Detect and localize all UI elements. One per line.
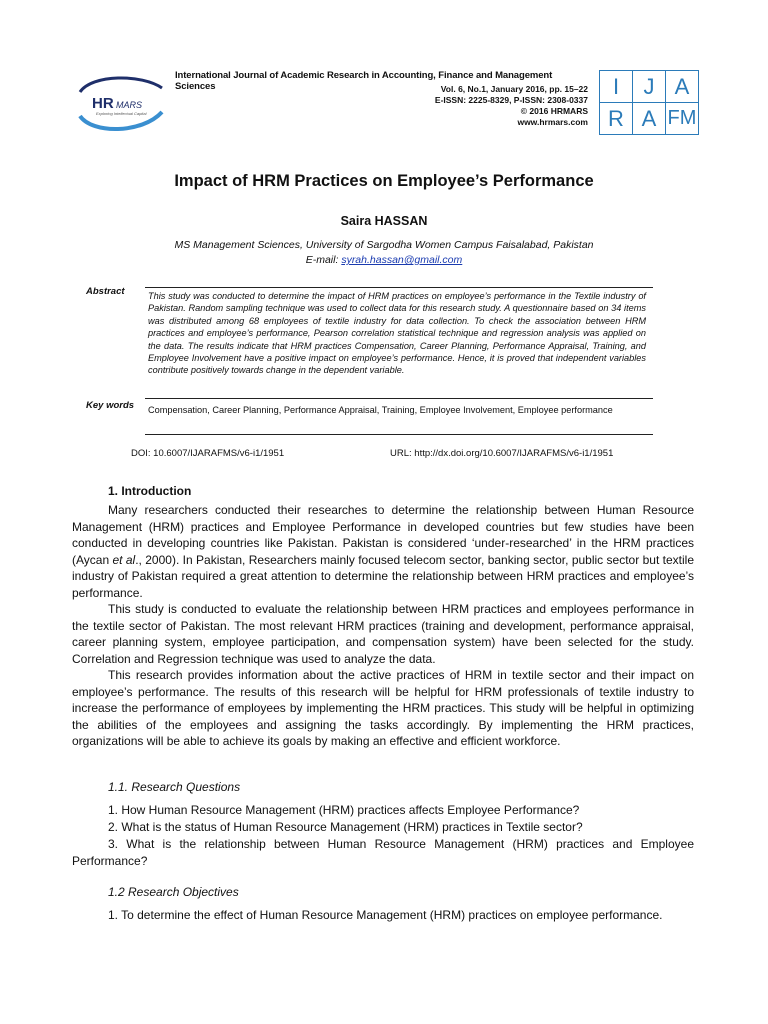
research-question-1: 1. How Human Resource Management (HRM) practices affects Employee Performance? <box>108 803 580 817</box>
email-link[interactable]: syrah.hassan@gmail.com <box>341 254 463 266</box>
journal-acronym-grid <box>599 70 699 135</box>
abstract-top-rule <box>145 287 653 288</box>
svg-text:Exploring Intellectual Capital: Exploring Intellectual Capital <box>96 111 147 116</box>
research-question-2: 2. What is the status of Human Resource Management (HRM) practices in Textile sector? <box>108 820 583 834</box>
hrmars-logo <box>72 72 167 134</box>
author-affiliation <box>0 238 768 268</box>
intro-paragraph-1: Many researchers conducted their researches to determine the relationship between Human Resource Management (HRM) practices and Employee Performance in developed countries but few studies have been conducted in developing countries like Pakistan. Pakistan is considered ‘under-researched’ in the HRM practices (Aycan et al., 2000). In Pakistan, Researchers mainly focused telecom sector, banking sector, public sector but textile industry of Pakistan required a great attention to determine the relationship between HRM practices and employee’s performance. <box>72 503 694 600</box>
intro-paragraph-2: This study is conducted to evaluate the relationship between HRM practices and employees performance in the textile sector of Pakistan. The most relevant HRM practices (training and development, performance appraisal, career planning system, employee participation, and compensation system) have been selected for the study. Correlation and Regression technique was used to analyze the data. <box>72 602 694 666</box>
journal-copyright: © 2016 HRMARS <box>520 106 588 116</box>
acronym-letter: J <box>633 71 666 103</box>
journal-name: International Journal of Academic Research in Accounting, Finance and Management Sciences <box>175 70 553 92</box>
svg-text:MARS: MARS <box>116 100 143 110</box>
research-question-3: 3. What is the relationship between Human Resource Management (HRM) practices and Employee Performance? <box>72 837 694 868</box>
research-objectives-heading: 1.2 Research Objectives <box>108 885 239 899</box>
doi-url[interactable]: URL: http://dx.doi.org/10.6007/IJARAFMS/v6-i1/1951 <box>390 448 614 459</box>
keywords-label: Key words <box>86 400 135 411</box>
acronym-letter: F M <box>666 103 699 135</box>
acronym-letter: A <box>666 71 699 103</box>
abstract-bottom-rule <box>145 398 653 399</box>
svg-text:HR: HR <box>92 95 114 112</box>
abstract-label: Abstract <box>86 286 125 297</box>
research-questions-heading: 1.1. Research Questions <box>108 780 241 794</box>
paper-title: Impact of HRM Practices on Employee’s Performance <box>174 172 594 190</box>
intro-heading: 1. Introduction <box>108 484 192 498</box>
keywords-bottom-rule <box>145 434 653 435</box>
affiliation-text: MS Management Sciences, University of Sargodha Women Campus Faisalabad, Pakistan <box>174 239 594 251</box>
email-label: E-mail: <box>305 254 339 266</box>
journal-volume: Vol. 6, No.1, January 2016, pp. 15–22 <box>440 84 588 94</box>
abstract-text: This study was conducted to determine the impact of HRM practices on employee’s performance in the Textile industry of Pakistan. Random sampling technique was used to collect data for this research study. A questionnaire based on 34 items was distributed among 68 employees of textile industry for data collection. To check the association between HRM practices and employee’s performance, Pearson correlation statistical technique and regression analysis was applied on the data. The results indicate that HRM practices Compensation, Career Planning, Performance Appraisal, Training, and Employee Involvement have a positive impact on employee’s performance. Hence, it is proved that independent variables contribute positively towards change in the dependent variable. <box>148 291 646 376</box>
hrmars-logo-icon <box>72 72 167 134</box>
journal-website[interactable]: www.hrmars.com <box>517 117 588 127</box>
email-line <box>0 253 768 268</box>
author-name: Saira HASSAN <box>340 214 428 228</box>
research-objective-1: 1. To determine the effect of Human Resource Management (HRM) practices on employee performance. <box>108 908 663 922</box>
acronym-letter: A <box>633 103 666 135</box>
journal-issn: E-ISSN: 2225-8329, P-ISSN: 2308-0337 <box>434 95 588 105</box>
acronym-letter: R <box>600 103 633 135</box>
doi-text: DOI: 10.6007/IJARAFMS/v6-i1/1951 <box>131 448 285 459</box>
intro-paragraph-3: This research provides information about the active practices of HRM in textile sector and their impact on employee’s performance. The results of this research will be helpful for HRM professionals of textile industry to increase the performance of employees by implementing the HRM practices. This study will be helpful in optimizing the abilities of the employees and assigning the tasks accordingly. By implementing the HRM practices, organizations will be able to achieve its goals by making an effective and efficient workforce. <box>72 668 694 749</box>
journal-meta <box>435 84 588 128</box>
acronym-letter: I <box>600 71 633 103</box>
keywords-text: Compensation, Career Planning, Performance Appraisal, Training, Employee Involvement, Employee performance <box>148 405 613 415</box>
